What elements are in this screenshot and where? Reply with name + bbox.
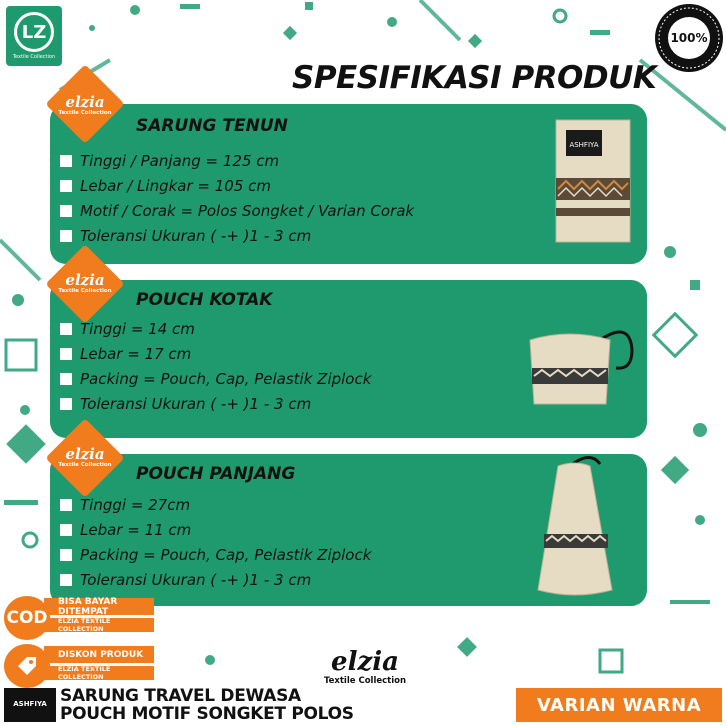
- checkbox-icon: [60, 373, 72, 385]
- footer-line2: POUCH MOTIF SONGKET POLOS: [60, 704, 354, 724]
- spec-item: Tinggi = 14 cm: [60, 316, 371, 341]
- brand-logo: [6, 6, 62, 66]
- spec-list: [60, 316, 371, 416]
- sarung-product-image: [548, 116, 638, 248]
- pouch-kotak-image: [520, 320, 640, 410]
- checkbox-icon: [60, 574, 72, 586]
- spec-item: Lebar = 17 cm: [60, 341, 371, 366]
- spec-item: Lebar = 11 cm: [60, 517, 371, 542]
- section-heading: POUCH PANJANG: [136, 464, 296, 484]
- spec-item: Toleransi Ukuran ( -+ )1 - 3 cm: [60, 391, 371, 416]
- product-label: ASHFIYA: [569, 141, 599, 149]
- spec-item: Packing = Pouch, Cap, Pelastik Ziplock: [60, 542, 371, 567]
- elzia-badge-label: [56, 92, 114, 116]
- section-heading: SARUNG TENUN: [136, 116, 288, 136]
- logo-monogram: LZ: [14, 12, 54, 52]
- discount-line1: DISKON PRODUK: [44, 646, 154, 663]
- discount-line2: ELZIA TEXTILE COLLECTION: [44, 666, 154, 680]
- checkbox-icon: [60, 230, 72, 242]
- mini-label: ASHFIYA: [13, 700, 47, 708]
- discount-badge: [4, 644, 154, 688]
- badge-brand: elzia: [65, 445, 105, 463]
- cod-line1: BISA BAYAR DITEMPAT: [44, 598, 154, 615]
- section-heading: POUCH KOTAK: [136, 290, 273, 310]
- badge-brand: elzia: [65, 93, 105, 111]
- spec-item: Packing = Pouch, Cap, Pelastik Ziplock: [60, 366, 371, 391]
- checkbox-icon: [60, 205, 72, 217]
- spec-item: Tinggi = 27cm: [60, 492, 371, 517]
- spec-item: Motif / Corak = Polos Songket / Varian Corak: [60, 198, 414, 223]
- spec-list: [60, 148, 414, 248]
- spec-item: Lebar / Lingkar = 105 cm: [60, 173, 414, 198]
- discount-tag-icon: [4, 644, 50, 688]
- logo-subtitle: Textile Collection: [12, 54, 56, 60]
- pouch-panjang-image: [530, 450, 620, 600]
- cod-badge: [4, 596, 154, 640]
- checkbox-icon: [60, 180, 72, 192]
- spec-list: [60, 492, 371, 592]
- varian-warna-banner: VARIAN WARNA: [516, 688, 722, 722]
- checkbox-icon: [60, 155, 72, 167]
- cod-line2: ELZIA TEXTILE COLLECTION: [44, 618, 154, 632]
- checkbox-icon: [60, 549, 72, 561]
- badge-brand: elzia: [65, 271, 105, 289]
- badge-sub: Textile Collection: [58, 288, 112, 294]
- quality-seal: [655, 4, 723, 72]
- footer-line1: SARUNG TRAVEL DEWASA: [60, 686, 301, 706]
- elzia-badge-label: [56, 270, 114, 294]
- checkbox-icon: [60, 499, 72, 511]
- checkbox-icon: [60, 398, 72, 410]
- spec-item: Toleransi Ukuran ( -+ )1 - 3 cm: [60, 567, 371, 592]
- footer-brand: [310, 648, 420, 690]
- checkbox-icon: [60, 348, 72, 360]
- elzia-badge-label: [56, 444, 114, 468]
- mini-product-thumbnail: [4, 688, 56, 722]
- spec-item: Tinggi / Panjang = 125 cm: [60, 148, 414, 173]
- cod-circle: COD: [4, 596, 50, 640]
- page-title: SPESIFIKASI PRODUK: [292, 60, 657, 96]
- footer-brand-name: elzia: [331, 647, 399, 677]
- seal-ring-icon: [655, 4, 723, 72]
- spec-item: Toleransi Ukuran ( -+ )1 - 3 cm: [60, 223, 414, 248]
- badge-sub: Textile Collection: [58, 462, 112, 468]
- checkbox-icon: [60, 323, 72, 335]
- checkbox-icon: [60, 524, 72, 536]
- badge-sub: Textile Collection: [58, 110, 112, 116]
- footer-brand-sub: Textile Collection: [323, 676, 407, 686]
- seal-percent: 100%: [668, 17, 710, 59]
